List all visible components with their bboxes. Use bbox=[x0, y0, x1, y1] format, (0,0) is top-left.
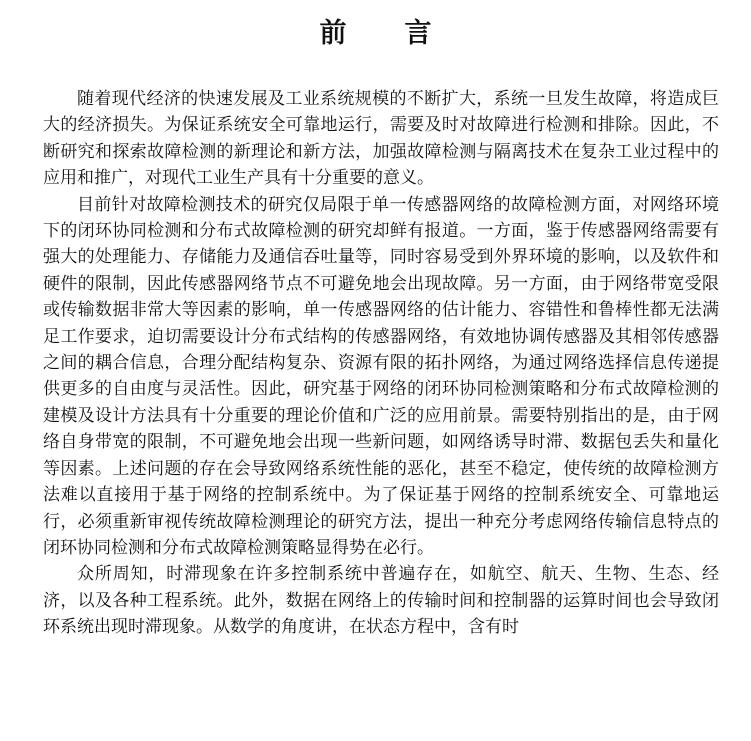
page-title: 前言 bbox=[319, 18, 490, 49]
paragraph-3: 众所周知，时滞现象在许多控制系统中普遍存在，如航空、航天、生物、生态、经济，以及各种工程系统。此外，数据在网络上的传输时间和控制器的运算时间也会导致闭环系统出现时滞现象。从数学的角度讲，在状态方程中，含有时 bbox=[43, 564, 719, 638]
paragraph-2: 目前针对故障检测技术的研究仅局限于单一传感器网络的故障检测方面，对网络环境下的闭环协同检测和分布式故障检测的研究却鲜有报道。一方面，鉴于传感器网络需要有强大的处理能力、存储能力及通信吞吐量等，同时容易受到外界环境的影响，以及软件和硬件的限制，因此传感器网络节点不可避免地会出现故障。另一方面，由于网络带宽受限或传输数据非常大等因素的影响，单一传感器网络的估计能力、容错性和鲁棒性都无法满足工作要求，迫切需要设计分布式结构的传感器网络，有效地协调传感器及其相邻传感器之间的耦合信息，合理分配结构复杂、资源有限的拓扑网络，为通过网络选择信息传递提供更多的自由度与灵活性。因此，研究基于网络的闭环协同检测策略和分布式故障检测的建模及设计方法具有十分重要的理论价值和广泛的应用前景。需要特别指出的是，由于网络自身带宽的限制，不可避免地会出现一些新问题，如网络诱导时滞、数据包丢失和量化等因素。上述问题的存在会导致网络系统性能的恶化，甚至不稳定，使传统的故障检测方法难以直接用于基于网络的控制系统中。为了保证基于网络的控制系统安全、可靠地运行，必须重新审视传统故障检测理论的研究方法，提出一种充分考虑网络传输信息特点的闭环协同检测和分布式故障检测策略显得势在必行。 bbox=[43, 194, 719, 558]
paragraph-1: 随着现代经济的快速发展及工业系统规模的不断扩大，系统一旦发生故障，将造成巨大的经济损失。为保证系统安全可靠地运行，需要及时对故障进行检测和排除。因此，不断研究和探索故障检测的新理论和新方法，加强故障检测与隔离技术在复杂工业过程中的应用和推广，对现代工业生产具有十分重要的意义。 bbox=[43, 89, 719, 189]
preface-body bbox=[43, 86, 719, 641]
